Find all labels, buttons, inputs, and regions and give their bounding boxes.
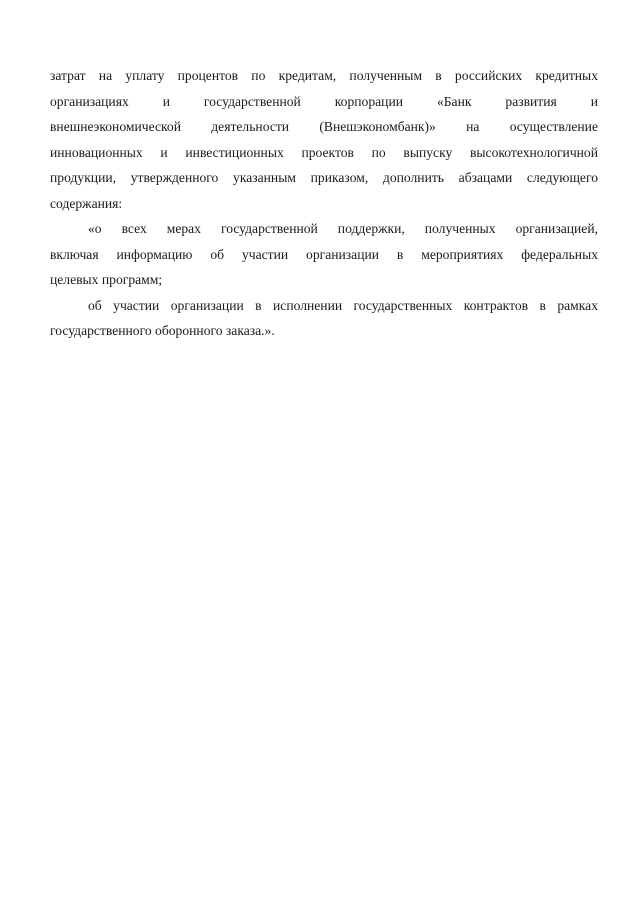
text-line: государственного оборонного заказа.».	[50, 323, 275, 338]
text-line: включая информацию об участии организации в мероприятиях федеральных	[50, 246, 598, 262]
text-line: об участии организации в исполнении государственных контрактов в рамках	[88, 297, 598, 313]
text-line: «о всех мерах государственной поддержки, полученных организацией,	[88, 221, 598, 236]
document-body	[50, 63, 598, 344]
text-line: инновационных и инвестиционных проектов по выпуску высокотехнологичной	[50, 144, 598, 160]
text-line: содержания:	[50, 195, 123, 211]
text-line: организациях и государственной корпорации «Банк развития и	[50, 93, 598, 109]
text-line: целевых программ;	[50, 272, 163, 287]
text-line: внешнеэкономической деятельности (Внешэкономбанк)» на осуществление	[50, 119, 598, 134]
text-line: затрат на уплату процентов по кредитам, полученным в российских кредитных	[50, 68, 598, 83]
text-line: продукции, утвержденного указанным приказом, дополнить абзацами следующего	[50, 170, 598, 185]
